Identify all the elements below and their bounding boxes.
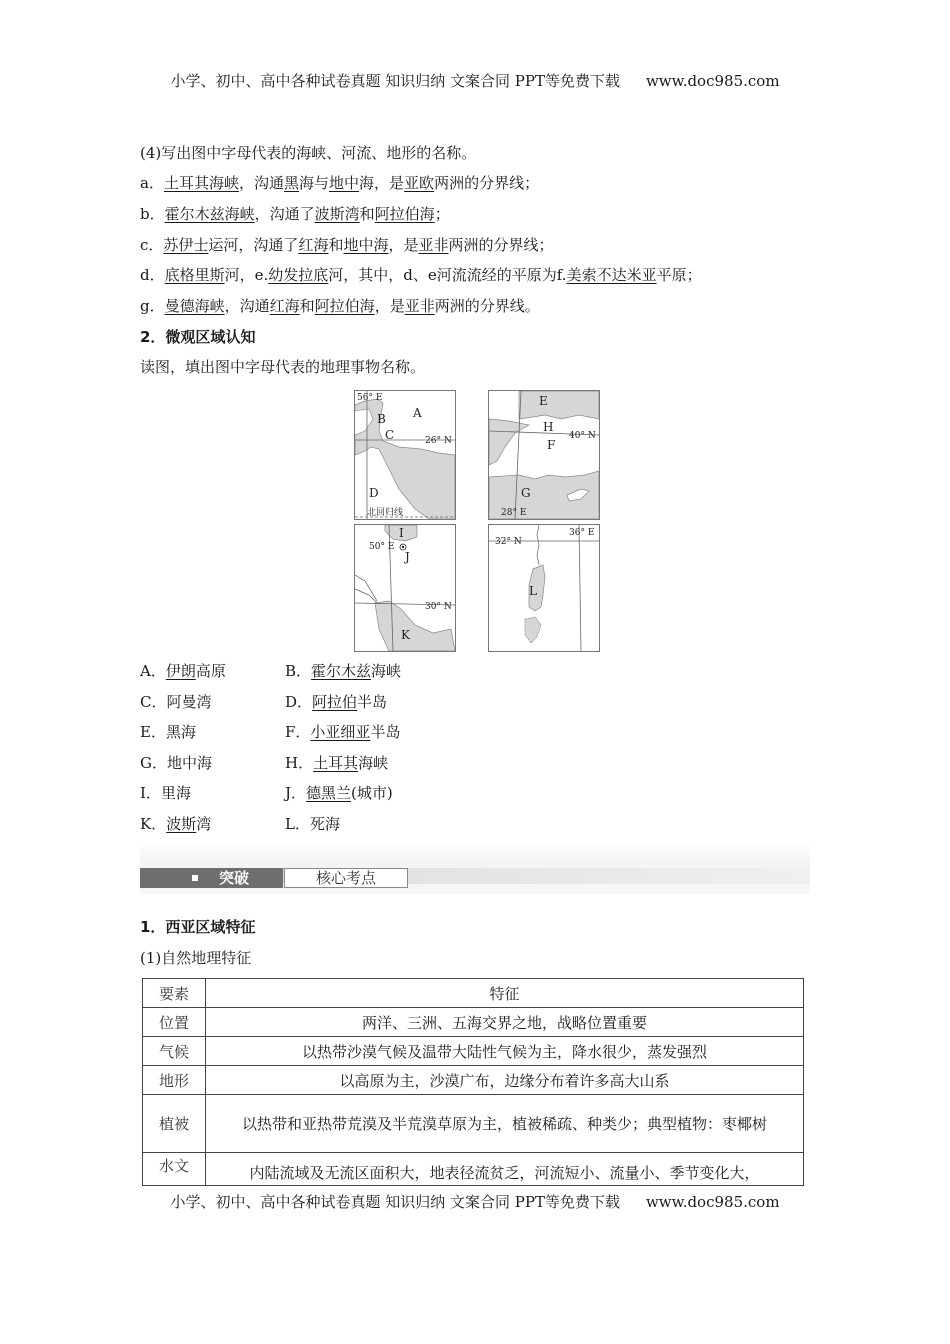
table-header-cell: 要素 [143, 979, 206, 1008]
banner-dark-tab [140, 868, 283, 888]
table-row: 位置 两洋、三洲、五海交界之地，战略位置重要 [143, 1008, 804, 1037]
svg-text:E: E [539, 394, 548, 408]
map2-lon: 28° E [501, 508, 527, 518]
banner-light-tab: 核心考点 [284, 868, 408, 888]
q4-item-a: a．土耳其海峡，沟通黑海与地中海，是亚欧两洲的分界线； [140, 174, 540, 192]
map-turkey [488, 390, 600, 520]
map3-lon: 50° E [369, 542, 395, 552]
table-row: 植被 以热带和亚热带荒漠及半荒漠草原为主，植被稀疏、种类少；典型植物：枣椰树 [143, 1095, 804, 1153]
map1-lon: 56° E [357, 393, 383, 403]
svg-text:J: J [405, 550, 410, 564]
map4-lat: 32° N [495, 537, 522, 547]
svg-text:I: I [399, 526, 404, 540]
svg-text:L: L [529, 584, 537, 598]
answer-i: I．里海 [140, 784, 191, 802]
square-bullet-icon [192, 875, 198, 881]
svg-text:D: D [369, 486, 379, 500]
svg-text:A: A [413, 406, 422, 420]
answer-a: A．伊朗高原 [140, 662, 226, 680]
table-row: 气候 以热带沙漠气候及温带大陆性气候为主，降水很少，蒸发强烈 [143, 1037, 804, 1066]
answer-b: B．霍尔木兹海峡 [285, 662, 402, 680]
page-footer [0, 1191, 950, 1212]
q4-item-g: g．曼德海峡，沟通红海和阿拉伯海，是亚非两洲的分界线。 [140, 297, 540, 315]
table-row: 地形 以高原为主，沙漠广布，边缘分布着许多高大山系 [143, 1066, 804, 1095]
svg-text:K: K [401, 628, 410, 642]
svg-text:H: H [543, 420, 554, 434]
answer-h: H．土耳其海峡 [285, 753, 389, 772]
answer-l: L．死海 [285, 814, 340, 833]
core-section-subtitle: (1)自然地理特征 [140, 949, 252, 967]
table-row: 水文 内陆流域及无流区面积大，地表径流贫乏，河流短小、流量小、季节变化大， [143, 1153, 804, 1186]
table-header-row [143, 979, 804, 1008]
section2-instruction: 读图，填出图中字母代表的地理事物名称。 [140, 358, 426, 376]
svg-text:G: G [521, 486, 531, 500]
answer-f: F．小亚细亚半岛 [285, 723, 401, 741]
core-section-title: 1．西亚区域特征 [140, 918, 256, 936]
map-tehran [354, 524, 456, 652]
footer-site: www.doc985.com [645, 1193, 780, 1211]
q4-item-d: d．底格里斯河，e.幼发拉底河，其中，d、e河流流经的平原为f.美索不达米亚平原； [140, 266, 702, 284]
map-figure [354, 390, 604, 652]
svg-text:B: B [377, 412, 386, 426]
section-banner [140, 842, 810, 894]
banner-dark-label: 突破 [219, 869, 250, 887]
q4-item-b: b．霍尔木兹海峡，沟通了波斯湾和阿拉伯海； [140, 205, 450, 223]
header-site: www.doc985.com [645, 72, 780, 90]
q4-item-c: c．苏伊士运河，沟通了红海和地中海，是亚非两洲的分界线； [140, 236, 554, 254]
svg-text:F: F [547, 438, 556, 452]
answer-d: D．阿拉伯半岛 [285, 692, 388, 711]
answer-g: G．地中海 [140, 753, 212, 772]
map3-lat: 30° N [425, 602, 452, 612]
answer-j: J．德黑兰(城市) [285, 784, 393, 802]
q4-title: (4)写出图中字母代表的海峡、河流、地形的名称。 [140, 144, 477, 162]
page-header [0, 70, 950, 91]
section2-title: 2．微观区域认知 [140, 328, 256, 346]
table-header-cell: 特征 [206, 979, 804, 1008]
map4-lon: 36° E [569, 528, 595, 538]
feature-table [142, 978, 804, 1186]
footer-text: 小学、初中、高中各种试卷真题 知识归纳 文案合同 PPT等免费下载 [170, 1193, 620, 1211]
map1-tropic: 北回归线 [367, 508, 404, 518]
header-text: 小学、初中、高中各种试卷真题 知识归纳 文案合同 PPT等免费下载 [170, 72, 620, 90]
map-hormuz [354, 390, 456, 520]
map1-lat: 26° N [425, 436, 452, 446]
map2-lat: 40° N [569, 431, 596, 441]
map-deadsea [488, 524, 600, 652]
answer-k: K．波斯湾 [140, 814, 212, 833]
svg-text:C: C [385, 428, 395, 442]
answer-e: E．黑海 [140, 723, 196, 741]
answer-c: C．阿曼湾 [140, 692, 212, 711]
